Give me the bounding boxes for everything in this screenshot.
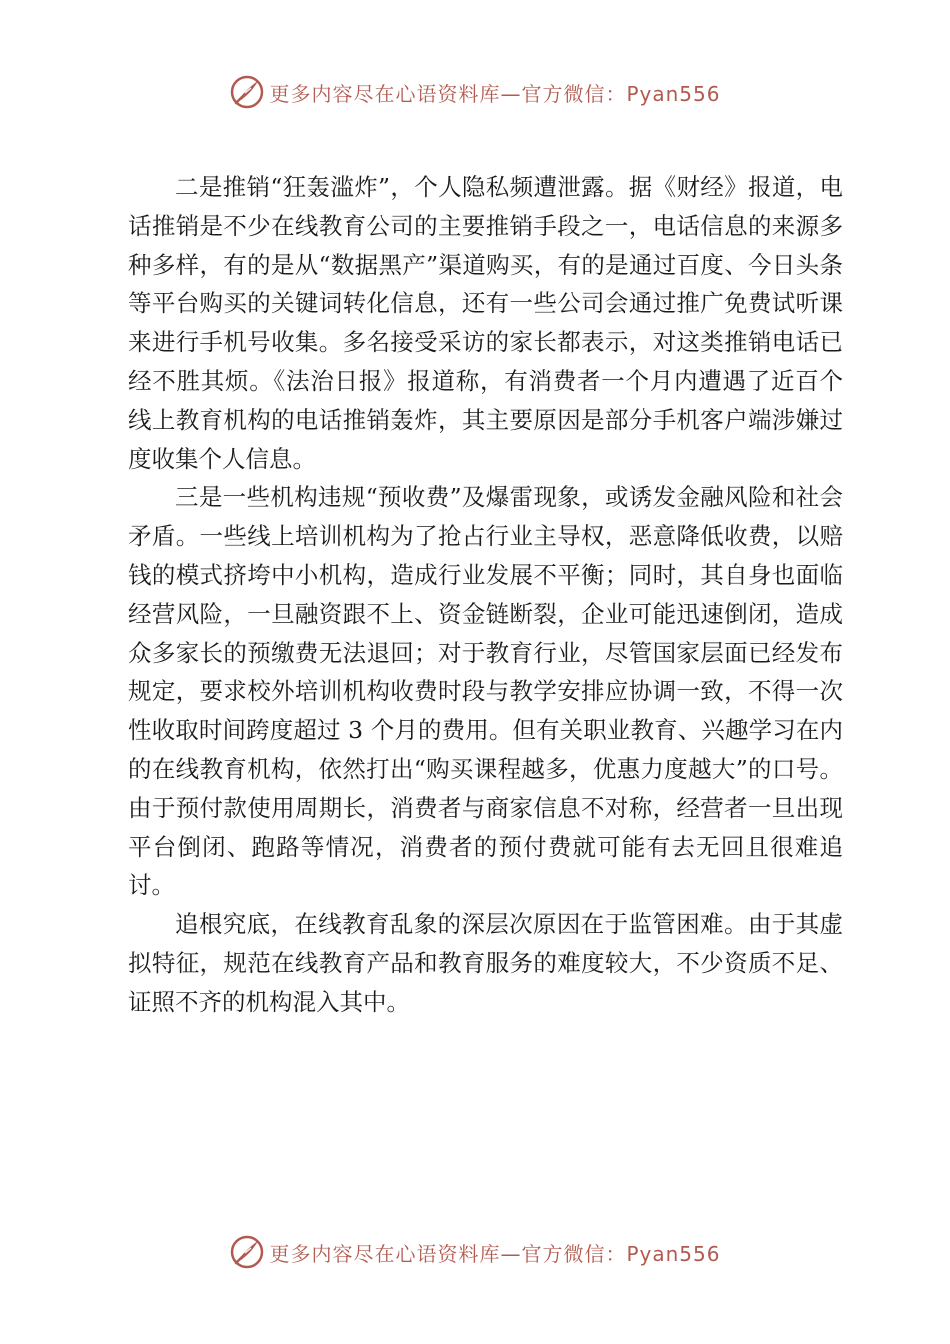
quill-pen-circle-icon: [229, 74, 265, 110]
paragraph-1: 二是推销“狂轰滥炸”，个人隐私频遭泄露。据《财经》报道，电话推销是不少在线教育公司的主要推销手段之一，电话信息的来源多种多样，有的是从“数据黑产”渠道购买，有的是通过百度、今日头条等平台购买的关键词转化信息，还有一些公司会通过推广免费试听课来进行手机号收集。多名接受采访的家长都表示，对这类推销电话已经不胜其烦。《法治日报》报道称，有消费者一个月内遭遇了近百个线上教育机构的电话推销轰炸，其主要原因是部分手机客户端涉嫌过度收集个人信息。: [128, 173, 843, 473]
footer-banner: [0, 1232, 950, 1272]
header-banner-text: 更多内容尽在心语资料库—官方微信：Pyan556: [269, 81, 721, 106]
header-banner: [0, 72, 950, 112]
footer-banner-text: 更多内容尽在心语资料库—官方微信：Pyan556: [269, 1241, 721, 1266]
document-body: [128, 168, 843, 1022]
paragraph-2: 三是一些机构违规“预收费”及爆雷现象，或诱发金融风险和社会矛盾。一些线上培训机构为了抢占行业主导权，恶意降低收费，以赔钱的模式挤垮中小机构，造成行业发展不平衡；同时，其自身也面临经营风险，一旦融资跟不上、资金链断裂，企业可能迅速倒闭，造成众多家长的预缴费无法退回；对于教育行业，尽管国家层面已经发布规定，要求校外培训机构收费时段与教学安排应协调一致，不得一次性收取时间跨度超过 3 个月的费用。但有关职业教育、兴趣学习在内的在线教育机构，依然打出“购买课程越多，优惠力度越大”的口号。由于预付款使用周期长，消费者与商家信息不对称，经营者一旦出现平台倒闭、跑路等情况，消费者的预付费就可能有去无回且很难追讨。: [128, 483, 843, 900]
quill-pen-circle-icon: [229, 1234, 265, 1270]
paragraph-3: 追根究底，在线教育乱象的深层次原因在于监管困难。由于其虚拟特征，规范在线教育产品和教育服务的难度较大，不少资质不足、证照不齐的机构混入其中。: [128, 910, 843, 1016]
